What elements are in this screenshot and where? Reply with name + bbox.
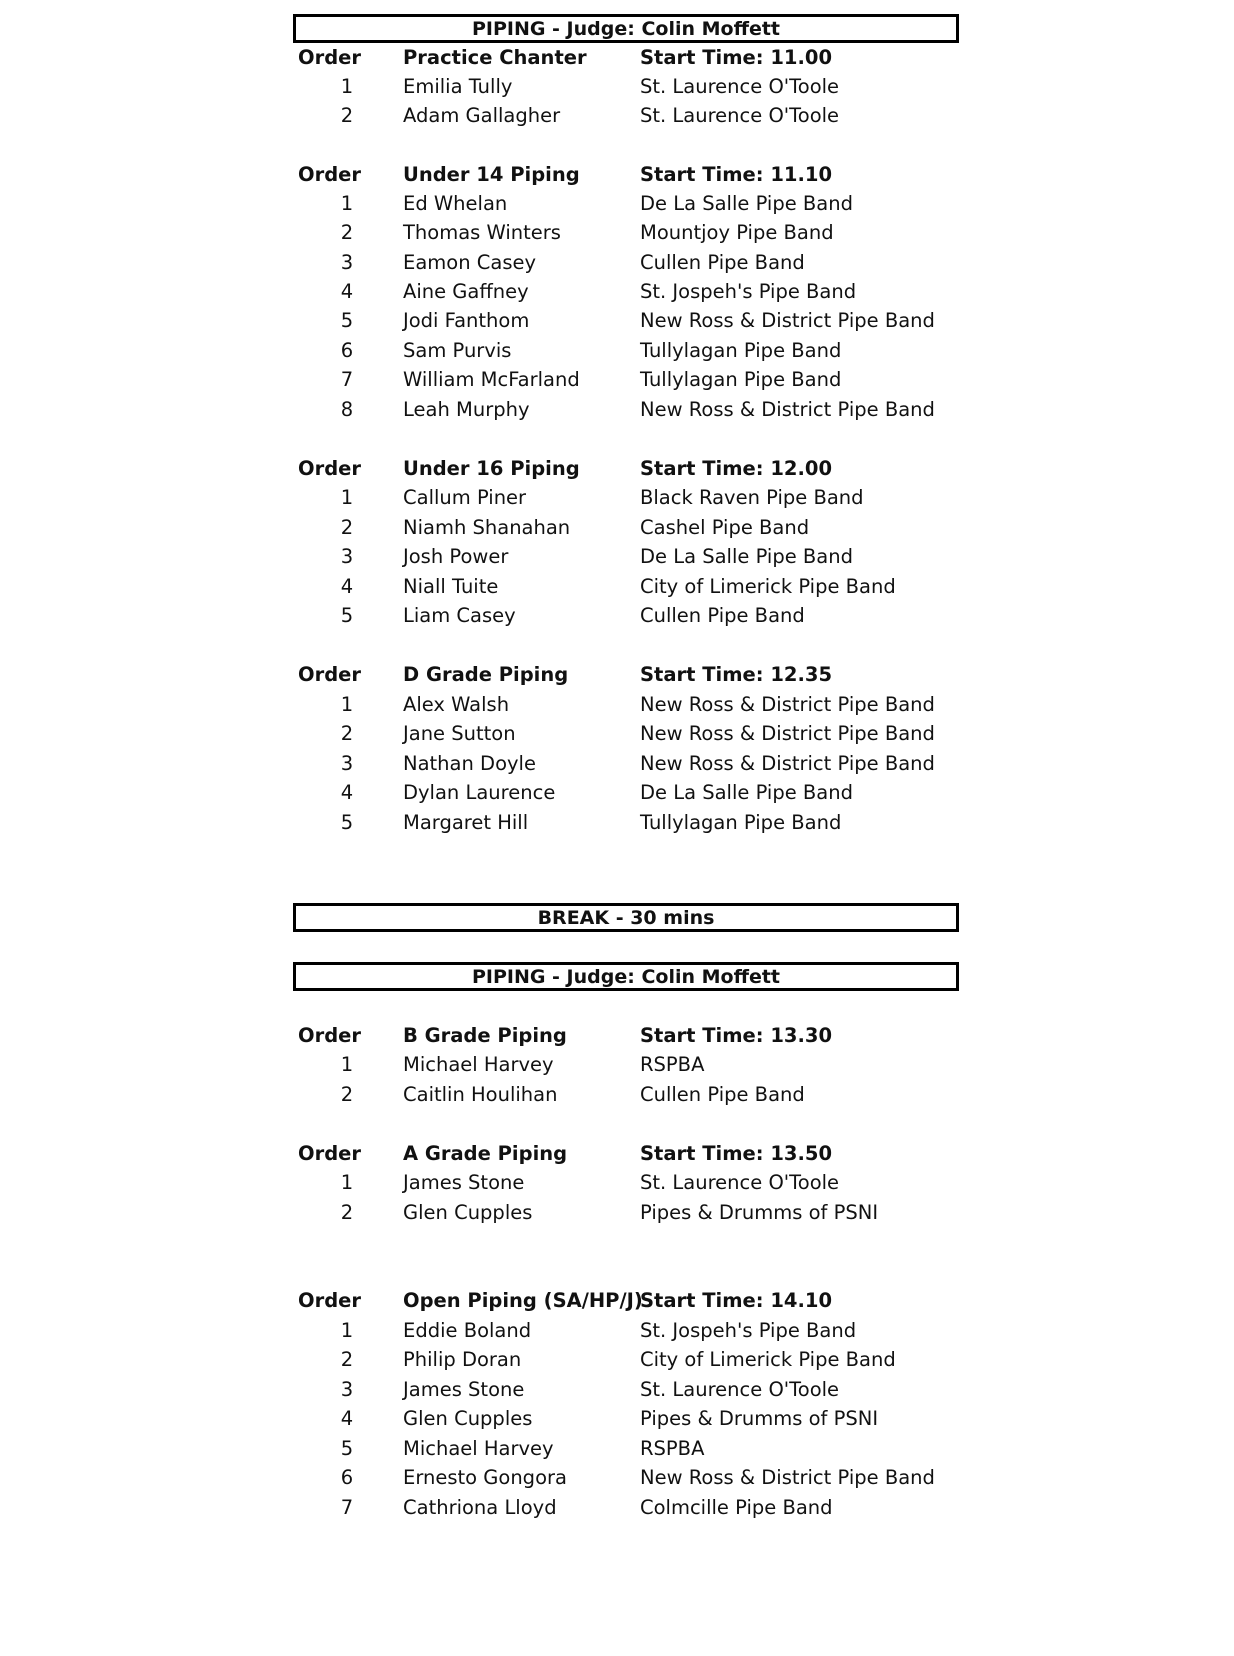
entry-band: Mountjoy Pipe Band [640, 221, 834, 244]
event-title: D Grade Piping [403, 663, 569, 686]
entry-row [0, 1434, 1234, 1463]
entry-row [0, 1493, 1234, 1522]
entry-order: 5 [340, 811, 354, 834]
entry-name: Callum Piner [403, 486, 527, 509]
entry-name: Glen Cupples [403, 1201, 533, 1224]
entry-band: New Ross & District Pipe Band [640, 752, 935, 775]
entry-name: Niamh Shanahan [403, 516, 571, 539]
entry-row [0, 395, 1234, 424]
entry-row [0, 248, 1234, 277]
order-column-label: Order [298, 163, 361, 186]
section-header-break: BREAK - 30 mins [293, 903, 959, 932]
entry-name: Caitlin Houlihan [403, 1083, 558, 1106]
entry-name: Glen Cupples [403, 1407, 533, 1430]
entry-order: 7 [340, 1496, 354, 1519]
entry-order: 8 [340, 398, 354, 421]
entry-row [0, 690, 1234, 719]
entry-row [0, 572, 1234, 601]
entry-name: Liam Casey [403, 604, 516, 627]
entry-name: Michael Harvey [403, 1437, 554, 1460]
entry-name: William McFarland [403, 368, 580, 391]
entry-order: 3 [340, 545, 354, 568]
entry-order: 4 [340, 280, 354, 303]
entry-band: De La Salle Pipe Band [640, 545, 853, 568]
entry-row [0, 1050, 1234, 1079]
entry-row [0, 719, 1234, 748]
entry-row [0, 1198, 1234, 1227]
entry-row [0, 483, 1234, 512]
entry-row [0, 306, 1234, 335]
event-header-row [0, 43, 1234, 72]
entry-order: 2 [340, 1348, 354, 1371]
entry-band: St. Jospeh's Pipe Band [640, 280, 857, 303]
event-start-time: Start Time: 11.00 [640, 46, 833, 69]
entry-band: RSPBA [640, 1053, 705, 1076]
entry-order: 2 [340, 1201, 354, 1224]
entry-order: 1 [340, 192, 354, 215]
entry-band: City of Limerick Pipe Band [640, 575, 896, 598]
entry-row [0, 1345, 1234, 1374]
event-start-time: Start Time: 13.50 [640, 1142, 833, 1165]
event-start-time: Start Time: 12.35 [640, 663, 833, 686]
entry-name: Sam Purvis [403, 339, 512, 362]
entry-row [0, 808, 1234, 837]
entry-band: Tullylagan Pipe Band [640, 339, 842, 362]
entry-name: Leah Murphy [403, 398, 530, 421]
event-title: Practice Chanter [403, 46, 587, 69]
entry-order: 3 [340, 1378, 354, 1401]
entry-row [0, 513, 1234, 542]
entry-row [0, 218, 1234, 247]
entry-name: Thomas Winters [403, 221, 561, 244]
entry-band: Pipes & Drumms of PSNI [640, 1201, 879, 1224]
event-header-row [0, 454, 1234, 483]
entry-band: Colmcille Pipe Band [640, 1496, 833, 1519]
entry-band: De La Salle Pipe Band [640, 781, 853, 804]
entry-order: 4 [340, 781, 354, 804]
entry-name: James Stone [403, 1171, 525, 1194]
entry-name: Cathriona Lloyd [403, 1496, 557, 1519]
entry-row [0, 277, 1234, 306]
entry-name: Margaret Hill [403, 811, 529, 834]
entry-name: James Stone [403, 1378, 525, 1401]
entry-row [0, 749, 1234, 778]
entry-row [0, 1404, 1234, 1433]
event-title: B Grade Piping [403, 1024, 567, 1047]
event-header-row [0, 660, 1234, 689]
entry-band: Cullen Pipe Band [640, 1083, 805, 1106]
entry-row [0, 1463, 1234, 1492]
entry-band: New Ross & District Pipe Band [640, 1466, 935, 1489]
entry-order: 2 [340, 1083, 354, 1106]
entry-order: 2 [340, 516, 354, 539]
entry-order: 6 [340, 339, 354, 362]
entry-band: RSPBA [640, 1437, 705, 1460]
entry-band: Cullen Pipe Band [640, 251, 805, 274]
entry-order: 3 [340, 251, 354, 274]
entry-order: 4 [340, 575, 354, 598]
entry-row [0, 542, 1234, 571]
entry-row [0, 189, 1234, 218]
entry-name: Alex Walsh [403, 693, 510, 716]
entry-name: Philip Doran [403, 1348, 522, 1371]
entry-name: Adam Gallagher [403, 104, 561, 127]
entry-row [0, 778, 1234, 807]
section-header-piping: PIPING - Judge: Colin Moffett [293, 962, 959, 991]
event-title: Under 16 Piping [403, 457, 580, 480]
entry-order: 1 [340, 486, 354, 509]
entry-order: 4 [340, 1407, 354, 1430]
entry-row [0, 101, 1234, 130]
event-title: A Grade Piping [403, 1142, 568, 1165]
entry-name: Aine Gaffney [403, 280, 529, 303]
entry-order: 2 [340, 221, 354, 244]
entry-order: 1 [340, 1319, 354, 1342]
entry-band: Pipes & Drumms of PSNI [640, 1407, 879, 1430]
entry-order: 5 [340, 1437, 354, 1460]
entry-band: Cullen Pipe Band [640, 604, 805, 627]
entry-row [0, 365, 1234, 394]
entry-row [0, 1168, 1234, 1197]
entry-band: St. Laurence O'Toole [640, 104, 840, 127]
event-title: Under 14 Piping [403, 163, 580, 186]
entry-name: Niall Tuite [403, 575, 499, 598]
order-column-label: Order [298, 1289, 361, 1312]
event-start-time: Start Time: 14.10 [640, 1289, 833, 1312]
entry-name: Michael Harvey [403, 1053, 554, 1076]
entry-order: 6 [340, 1466, 354, 1489]
entry-name: Nathan Doyle [403, 752, 536, 775]
event-title: Open Piping (SA/HP/J) [403, 1289, 643, 1312]
entry-name: Eamon Casey [403, 251, 537, 274]
event-header-row [0, 160, 1234, 189]
entry-band: St. Jospeh's Pipe Band [640, 1319, 857, 1342]
entry-order: 2 [340, 104, 354, 127]
entry-row [0, 72, 1234, 101]
event-header-row [0, 1021, 1234, 1050]
event-start-time: Start Time: 11.10 [640, 163, 833, 186]
entry-band: New Ross & District Pipe Band [640, 693, 935, 716]
event-header-row [0, 1286, 1234, 1315]
entry-name: Eddie Boland [403, 1319, 532, 1342]
order-column-label: Order [298, 663, 361, 686]
entry-name: Emilia Tully [403, 75, 513, 98]
entry-band: New Ross & District Pipe Band [640, 309, 935, 332]
entry-order: 5 [340, 604, 354, 627]
entry-order: 1 [340, 75, 354, 98]
entry-row [0, 601, 1234, 630]
entry-name: Ed Whelan [403, 192, 508, 215]
section-header-piping: PIPING - Judge: Colin Moffett [293, 14, 959, 43]
order-column-label: Order [298, 46, 361, 69]
event-start-time: Start Time: 13.30 [640, 1024, 833, 1047]
order-column-label: Order [298, 1142, 361, 1165]
order-column-label: Order [298, 457, 361, 480]
entry-name: Ernesto Gongora [403, 1466, 567, 1489]
event-header-row [0, 1139, 1234, 1168]
entry-row [0, 1316, 1234, 1345]
entry-band: St. Laurence O'Toole [640, 75, 840, 98]
entry-order: 2 [340, 722, 354, 745]
order-column-label: Order [298, 1024, 361, 1047]
entry-band: De La Salle Pipe Band [640, 192, 853, 215]
entry-order: 3 [340, 752, 354, 775]
entry-band: City of Limerick Pipe Band [640, 1348, 896, 1371]
entry-band: New Ross & District Pipe Band [640, 398, 935, 421]
entry-band: Tullylagan Pipe Band [640, 368, 842, 391]
entry-band: St. Laurence O'Toole [640, 1378, 840, 1401]
entry-band: Black Raven Pipe Band [640, 486, 864, 509]
entry-name: Dylan Laurence [403, 781, 556, 804]
event-start-time: Start Time: 12.00 [640, 457, 833, 480]
entry-row [0, 1375, 1234, 1404]
entry-band: Tullylagan Pipe Band [640, 811, 842, 834]
entry-row [0, 336, 1234, 365]
entry-name: Jane Sutton [403, 722, 516, 745]
entry-order: 1 [340, 1171, 354, 1194]
entry-band: New Ross & District Pipe Band [640, 722, 935, 745]
entry-order: 7 [340, 368, 354, 391]
entry-order: 1 [340, 693, 354, 716]
entry-band: St. Laurence O'Toole [640, 1171, 840, 1194]
entry-name: Jodi Fanthom [403, 309, 530, 332]
entry-band: Cashel Pipe Band [640, 516, 810, 539]
entry-order: 5 [340, 309, 354, 332]
entry-row [0, 1080, 1234, 1109]
entry-order: 1 [340, 1053, 354, 1076]
entry-name: Josh Power [403, 545, 509, 568]
